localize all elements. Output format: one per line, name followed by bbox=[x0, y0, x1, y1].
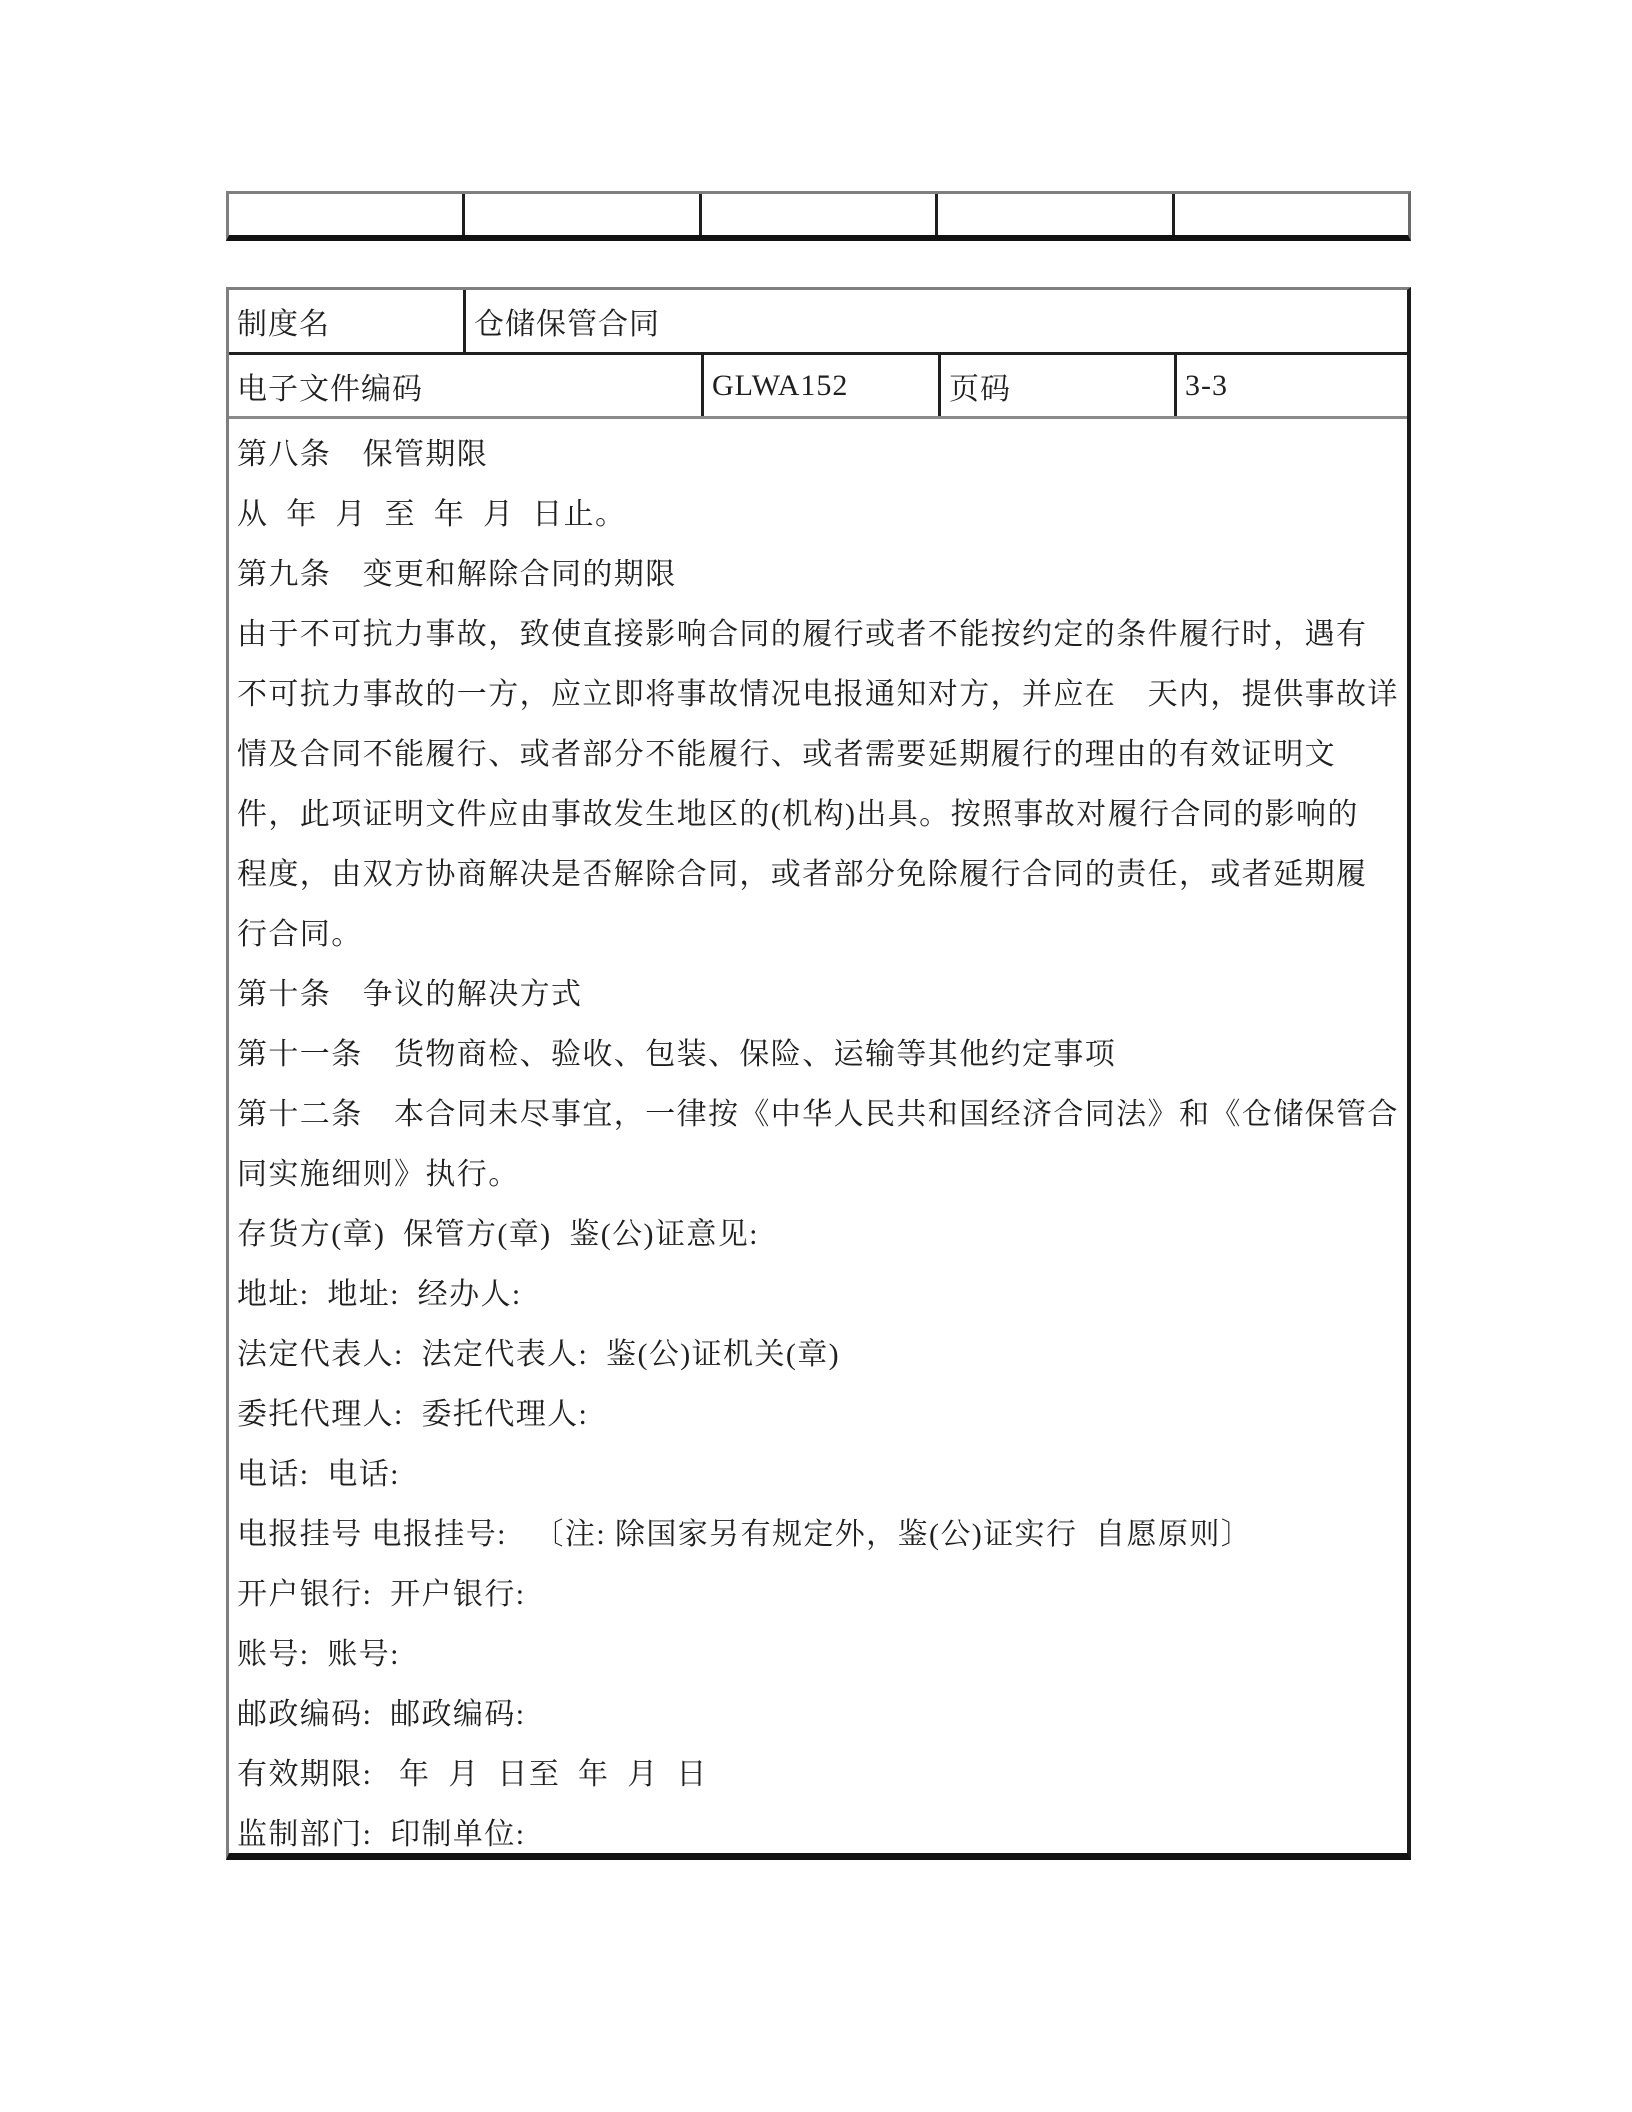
page-number-value: 3-3 bbox=[1185, 368, 1228, 402]
body-text-line: 情及合同不能履行、或者部分不能履行、或者需要延期履行的理由的有效证明文 bbox=[237, 738, 1336, 771]
system-name-row bbox=[229, 290, 1407, 355]
file-code-label: 电子文件编码 bbox=[229, 355, 704, 416]
body-text-line: 邮政编码: 邮政编码: bbox=[237, 1698, 526, 1731]
empty-table-cell bbox=[1175, 194, 1408, 235]
body-text-line: 电话: 电话: bbox=[237, 1458, 400, 1491]
empty-table-cell bbox=[465, 194, 701, 235]
body-text-line: 程度，由双方协商解决是否解除合同，或者部分免除履行合同的责任，或者延期履 bbox=[237, 858, 1368, 891]
file-code-value: GLWA152 bbox=[704, 355, 941, 416]
body-text-line: 地址: 地址: 经办人: bbox=[237, 1278, 522, 1311]
empty-header-table bbox=[226, 191, 1411, 241]
body-text-line: 账号: 账号: bbox=[237, 1638, 400, 1671]
body-text-line: 法定代表人: 法定代表人: 鉴(公)证机关(章) bbox=[237, 1338, 841, 1371]
body-text-line: 存货方(章) 保管方(章) 鉴(公)证意见: bbox=[237, 1218, 759, 1251]
body-text-line: 第十二条 本合同未尽事宜，一律按《中华人民共和国经济合同法》和《仓储保管合 bbox=[237, 1098, 1399, 1131]
body-text-line: 第十条 争议的解决方式 bbox=[237, 978, 583, 1011]
body-text-line: 不可抗力事故的一方，应立即将事故情况电报通知对方，并应在 天内，提供事故详 bbox=[237, 678, 1399, 711]
body-text-line: 监制部门: 印制单位: bbox=[237, 1818, 526, 1851]
body-text-line: 行合同。 bbox=[237, 918, 363, 951]
body-text-line: 件，此项证明文件应由事故发生地区的(机构)出具。按照事故对履行合同的影响的 bbox=[237, 798, 1359, 831]
body-text-line: 电报挂号 电报挂号: 〔注: 除国家另有规定外，鉴(公)证实行 自愿原则〕 bbox=[237, 1518, 1253, 1551]
body-text-line: 由于不可抗力事故，致使直接影响合同的履行或者不能按约定的条件履行时，遇有 bbox=[237, 618, 1368, 651]
body-text-line: 从 年 月 至 年 月 日止。 bbox=[237, 498, 627, 531]
empty-table-cell bbox=[938, 194, 1174, 235]
file-code-row bbox=[229, 355, 1407, 419]
system-name-value: 仓储保管合同 bbox=[474, 308, 660, 341]
body-text-line: 有效期限: 年 月 日至 年 月 日 bbox=[237, 1758, 708, 1791]
body-text-line: 开户银行: 开户银行: bbox=[237, 1578, 526, 1611]
body-text-line: 第九条 变更和解除合同的期限 bbox=[237, 558, 677, 591]
contract-body bbox=[229, 419, 1407, 1853]
body-text-line: 委托代理人: 委托代理人: bbox=[237, 1398, 589, 1431]
body-text-line: 第八条 保管期限 bbox=[237, 438, 489, 471]
empty-table-cell bbox=[229, 194, 465, 235]
contract-table bbox=[226, 287, 1411, 1860]
body-text-line: 同实施细则》执行。 bbox=[237, 1158, 520, 1191]
system-name-label: 制度名 bbox=[229, 290, 466, 352]
empty-table-cell bbox=[702, 194, 938, 235]
body-text-line: 第十一条 货物商检、验收、包装、保险、运输等其他约定事项 bbox=[237, 1038, 1117, 1071]
page-number-label: 页码 bbox=[941, 355, 1177, 416]
